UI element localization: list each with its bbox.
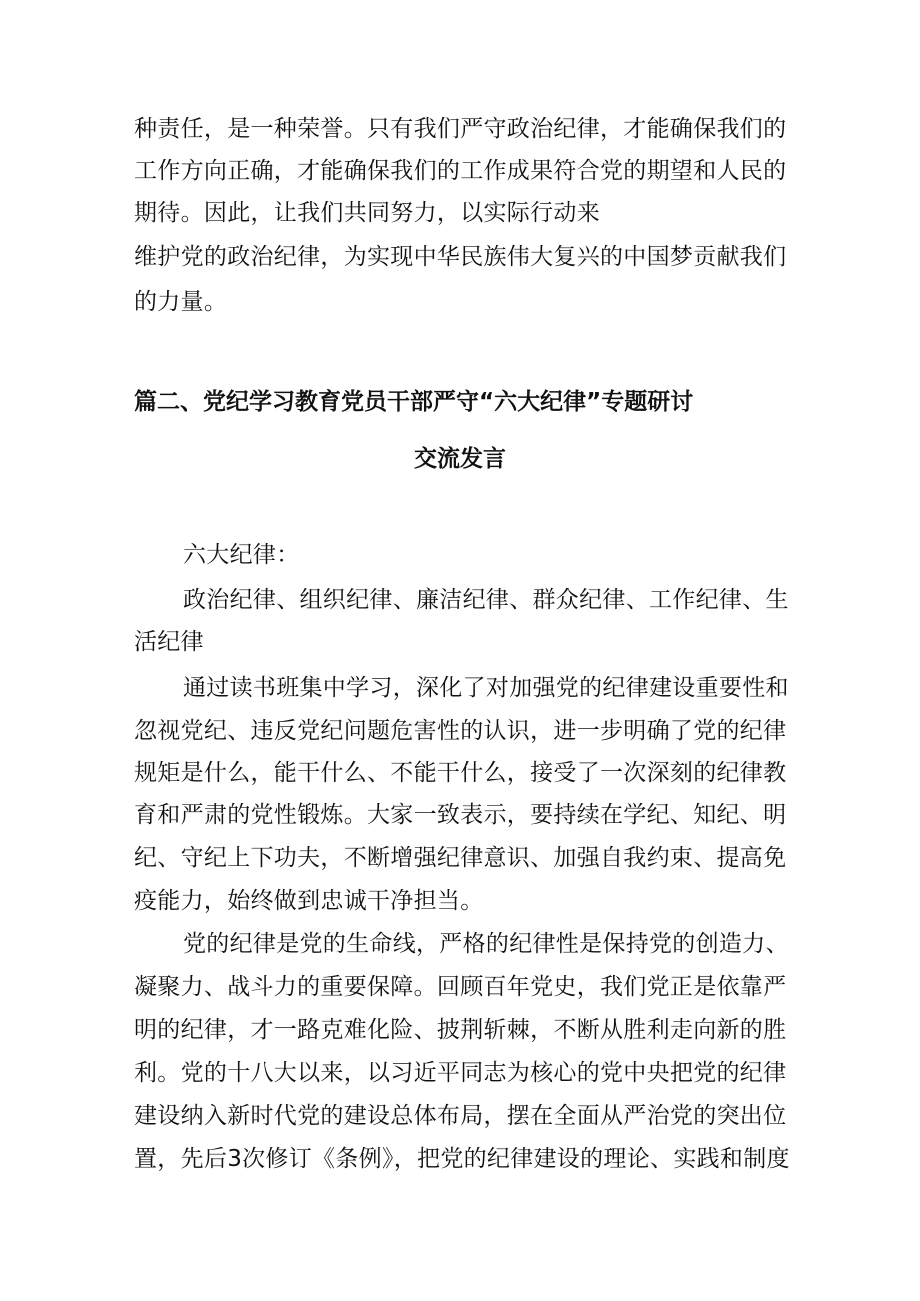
text-line: 种责任，是一种荣誉。只有我们严守政治纪律，才能确保我们的 [134, 116, 787, 142]
text-line: 期待。因此，让我们共同努力，以实际行动来 [134, 200, 600, 226]
text-line: 维护党的政治纪律，为实现中华民族伟大复兴的中国梦贡献我们 [134, 244, 787, 270]
text-line: 党的纪律是党的生命线，严格的纪律性是保持党的创造力、 [183, 931, 789, 957]
text-line: 工作方向正确，才能确保我们的工作成果符合党的期望和人民的 [134, 158, 787, 184]
text-line: 政治纪律、组织纪律、廉洁纪律、群众纪律、工作纪律、生 [183, 587, 789, 613]
text-line: 建设纳入新时代党的建设总体布局，摆在全面从严治党的突出位 [134, 1103, 787, 1129]
text-line: 活纪律 [134, 629, 204, 655]
text-line: 明的纪律，才一路克难化险、披荆斩棘，不断从胜利走向新的胜 [134, 1017, 787, 1043]
section-title: 篇二、党纪学习教育党员干部严守“六大纪律”专题研讨 [134, 389, 694, 415]
text-line: 置，先后3次修订《条例》，把党的纪律建设的理论、实践和制度 [134, 1146, 790, 1172]
text-line: 疫能力，始终做到忠诚干净担当。 [134, 888, 484, 914]
text-line: 育和严肃的党性锻炼。大家一致表示，要持续在学纪、知纪、明 [134, 802, 787, 828]
text-line: 六大纪律： [183, 542, 300, 568]
text-line: 纪、守纪上下功夫，不断增强纪律意识、加强自我约束、提高免 [134, 845, 787, 871]
section-title-continued: 交流发言 [414, 446, 506, 472]
text-line: 的力量。 [134, 289, 228, 315]
text-line: 凝聚力、战斗力的重要保障。回顾百年党史，我们党正是依靠严 [134, 974, 787, 1000]
text-line: 通过读书班集中学习，深化了对加强党的纪律建设重要性和 [183, 675, 789, 701]
text-line: 规矩是什么，能干什么、不能干什么，接受了一次深刻的纪律教 [134, 760, 787, 786]
text-line: 利。党的十八大以来，以习近平同志为核心的党中央把党的纪律 [134, 1060, 787, 1086]
text-line: 忽视党纪、违反党纪问题危害性的认识，进一步明确了党的纪律 [134, 718, 787, 744]
